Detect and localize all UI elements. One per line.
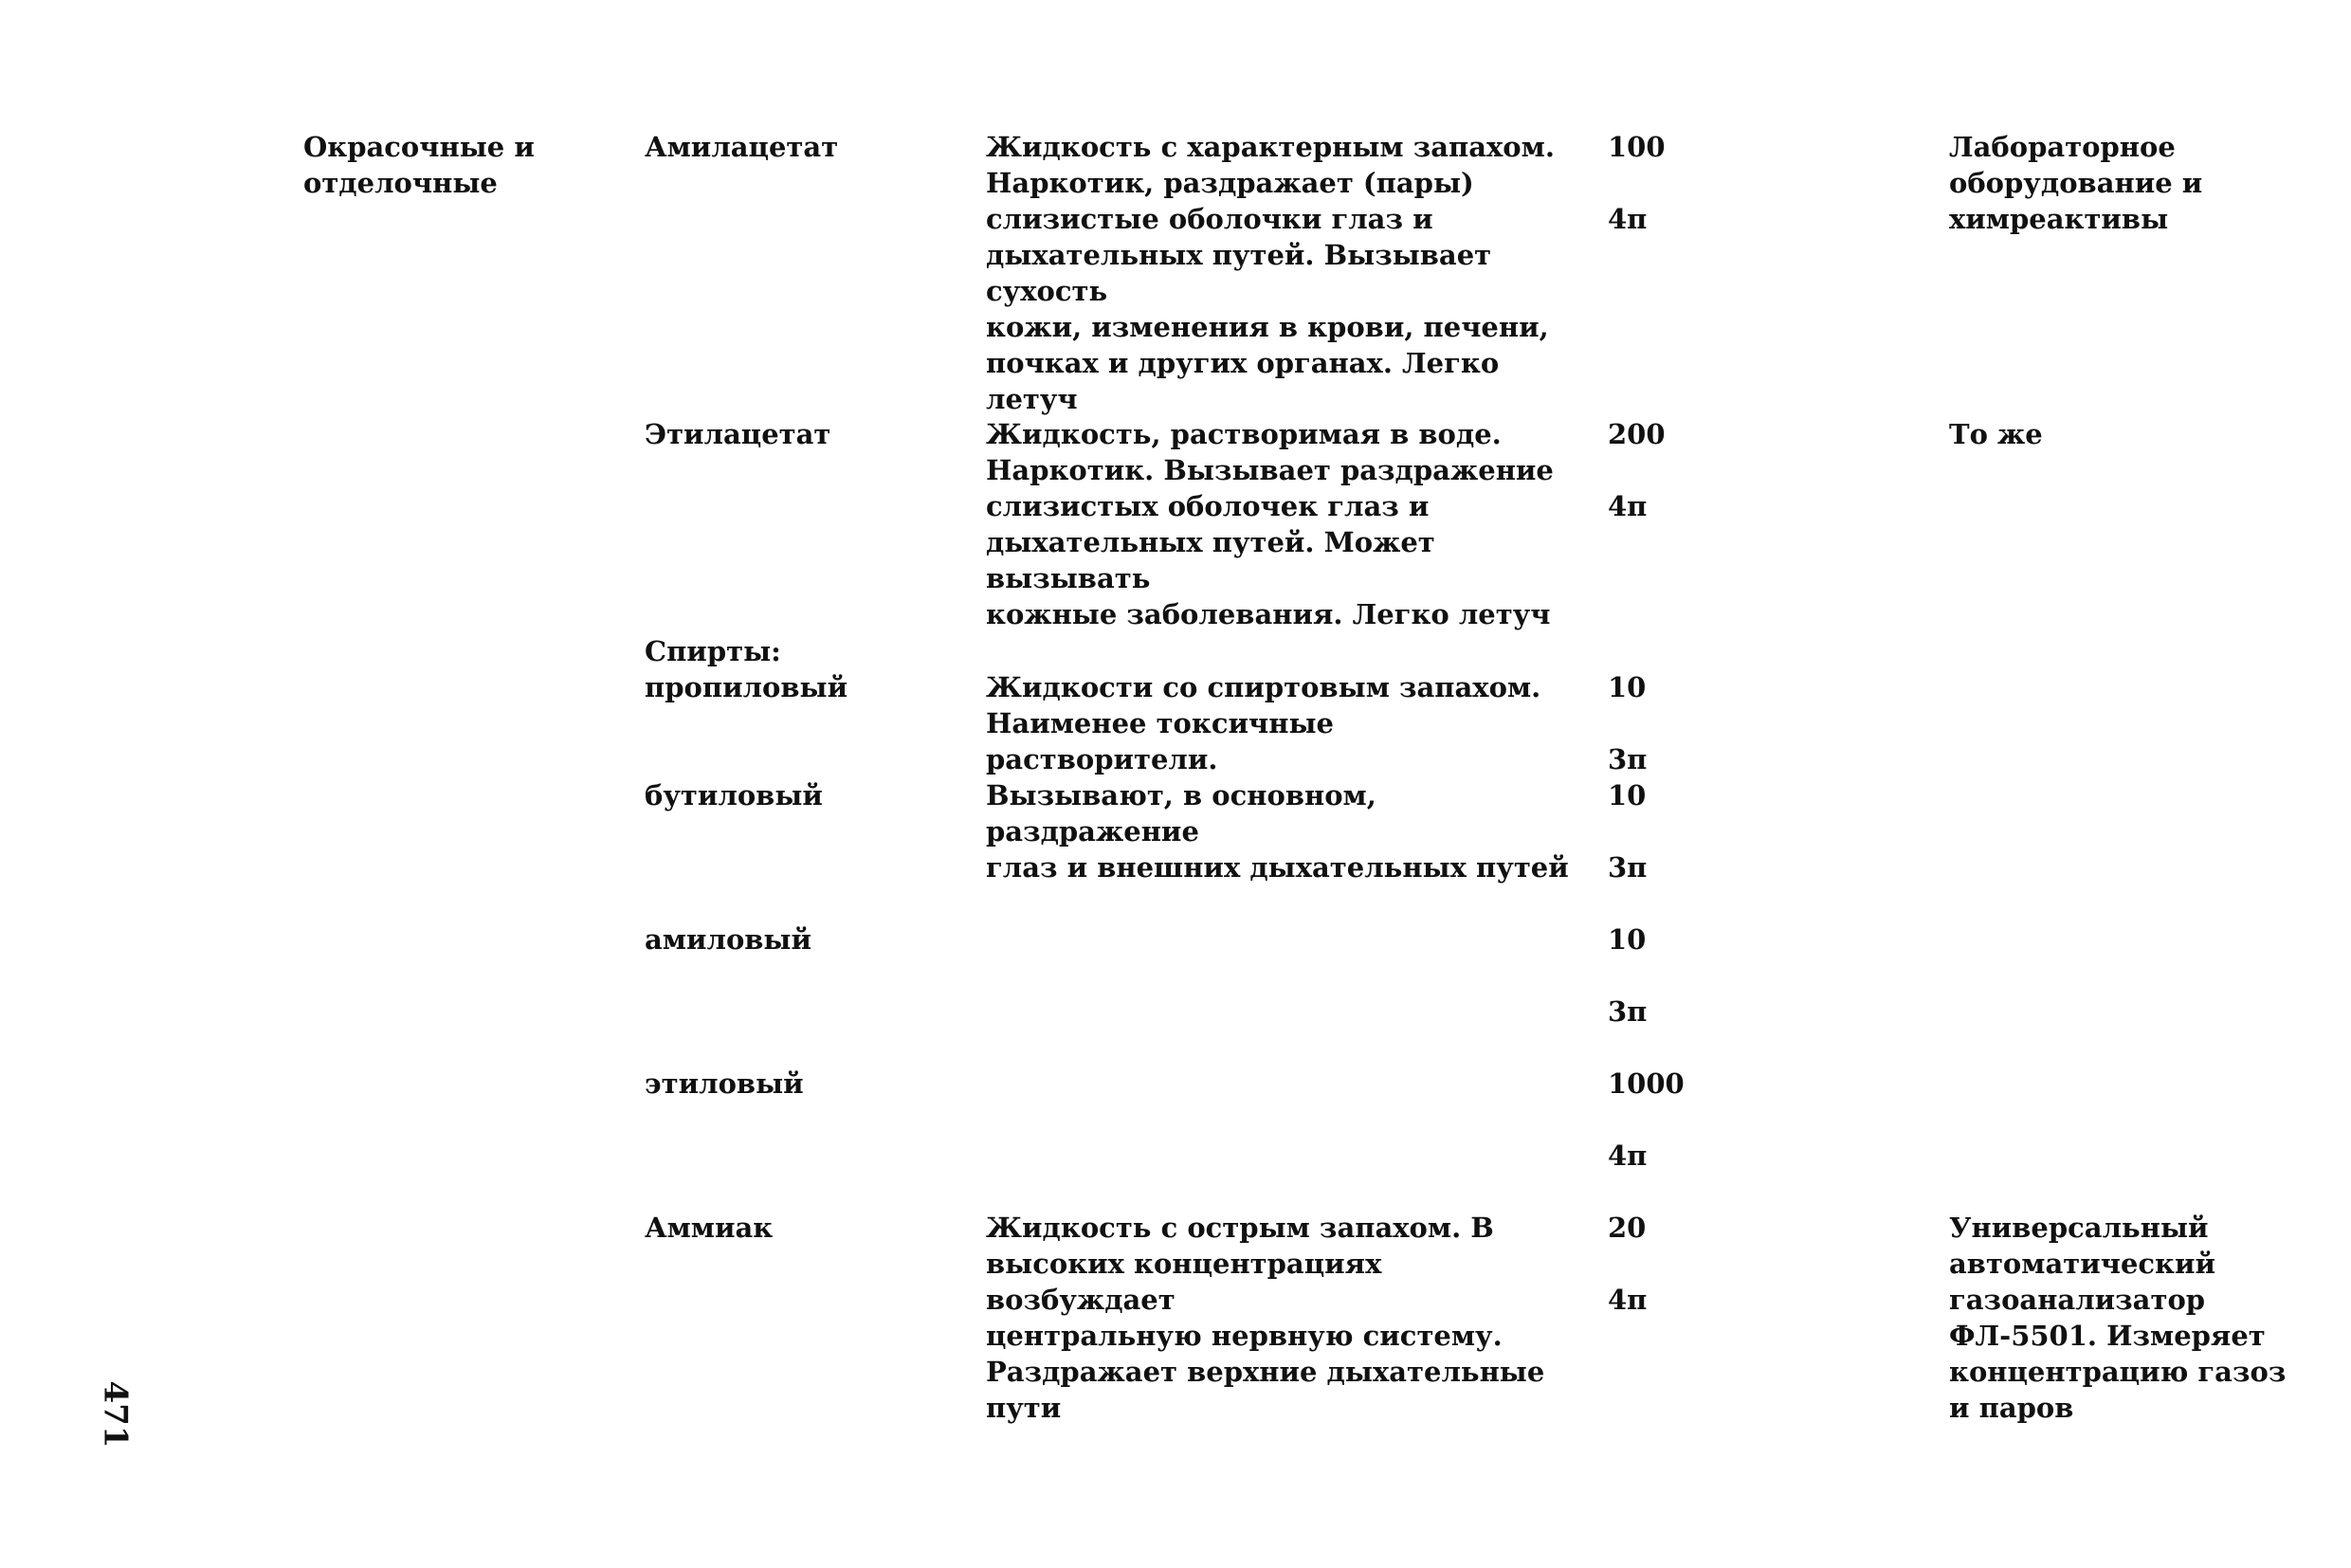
control-equipment: Универсальный автоматический газоанализатор ФЛ-5501. Измеряет концентрацию газоз и паров — [1949, 1212, 2287, 1424]
hazard-class: 4п — [1608, 1284, 1648, 1316]
exposure-limit: 20 — [1608, 1212, 1647, 1244]
spirits-heading: Спирты: — [645, 635, 781, 667]
group-label: Окрасочные и отделочные — [303, 131, 535, 199]
toxicity-description: Жидкость с характерным запахом. Наркотик, раздражает (пары) слизистые оболочки глаз и дыхательных путей. Вызывает сухость кожи, изменения в крови, печени, почках и других органах. Легко летуч — [986, 131, 1555, 415]
exposure-limit: 100 — [1608, 131, 1666, 163]
hazard-class: 3п — [1608, 743, 1648, 775]
spirit-name: этиловый — [645, 1067, 804, 1100]
page-number: 471 — [96, 1380, 135, 1449]
exposure-limit: 200 — [1608, 418, 1666, 450]
hazard-class: 4п — [1608, 490, 1648, 522]
toxicity-description: Жидкости со спиртовым запахом. Наименее токсичные растворители. Вызывают, в основном, раздражение глаз и внешних дыхательных путей — [986, 671, 1569, 884]
exposure-limit: 10 — [1608, 779, 1647, 811]
control-equipment: Лабораторное оборудование и химреактивы — [1949, 131, 2203, 235]
hazard-class: 3п — [1608, 851, 1648, 884]
exposure-limit: 1000 — [1608, 1067, 1685, 1100]
hazard-class: 3п — [1608, 995, 1648, 1028]
control-equipment: То же — [1949, 418, 2043, 450]
substance-name: Амилацетат — [645, 131, 839, 163]
hazard-class: 4п — [1608, 1140, 1648, 1172]
toxicity-description: Жидкость, растворимая в воде. Наркотик. Вызывает раздражение слизистых оболочек глаз и дыхательных путей. Может вызывать кожные заболевания. Легко летуч — [986, 418, 1554, 630]
substance-name: Аммиак — [645, 1212, 774, 1244]
hazard-class: 4п — [1608, 203, 1648, 235]
exposure-limit: 10 — [1608, 671, 1647, 703]
spirit-name: пропиловый — [645, 671, 848, 703]
spirit-name: амиловый — [645, 923, 812, 956]
substance-name: Этилацетат — [645, 418, 831, 450]
exposure-limit: 10 — [1608, 923, 1647, 956]
toxicity-description: Жидкость с острым запахом. В высоких концентрациях возбуждает центральную нервную систему. Раздражает верхние дыхательные пути — [986, 1212, 1545, 1424]
spirit-name: бутиловый — [645, 779, 823, 811]
